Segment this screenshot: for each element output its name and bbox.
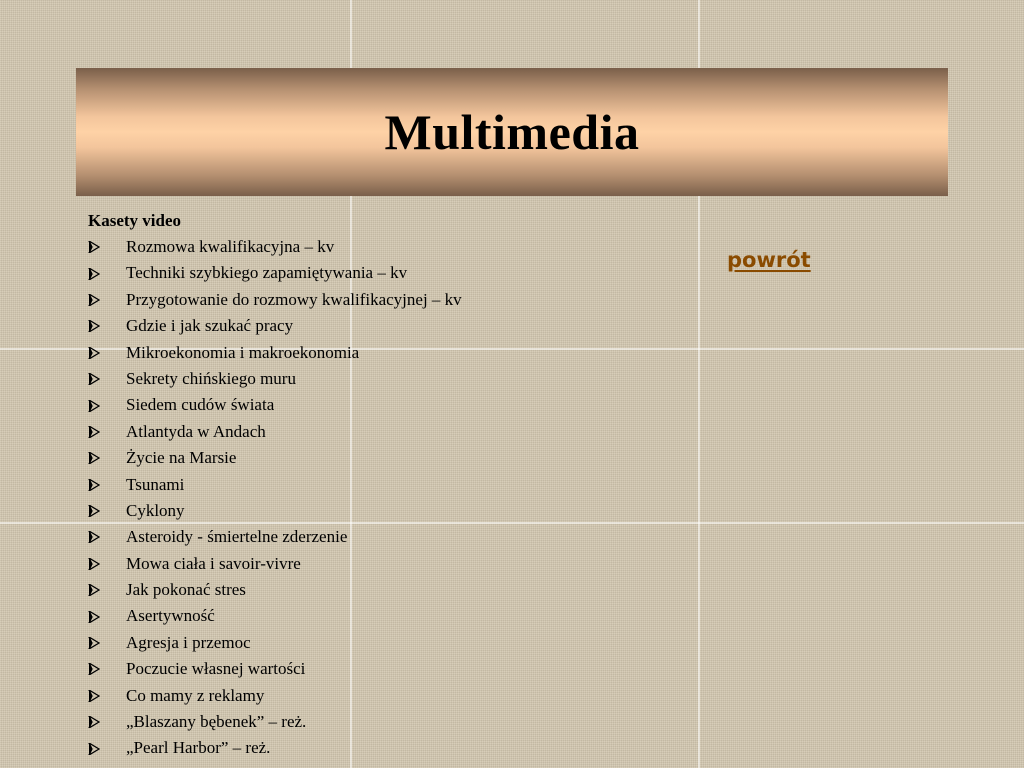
slide-title: Multimedia [384,104,640,160]
list-item [88,366,648,392]
arrow-bullet-icon [88,709,102,735]
title-banner [76,68,948,196]
video-cassette-section [88,208,648,762]
arrow-bullet-icon [88,287,102,313]
arrow-bullet-icon [88,551,102,577]
list-item [88,683,648,709]
list-item-label: Techniki szybkiego zapamiętywania – kv [126,263,408,283]
arrow-bullet-icon [88,498,102,524]
list-item [88,313,648,339]
list-item [88,577,648,603]
arrow-bullet-icon [88,419,102,445]
list-item-label: Siedem cudów świata [126,395,275,415]
list-item [88,260,648,286]
list-item [88,498,648,524]
list-item [88,709,648,735]
list-item-label: Mikroekonomia i makroekonomia [126,342,360,362]
arrow-bullet-icon [88,313,102,339]
list-item [88,392,648,418]
list-item-label: Poczucie własnej wartości [126,659,306,679]
arrow-bullet-icon [88,524,102,550]
list-item-label: Rozmowa kwalifikacyjna – kv [126,237,335,256]
video-cassette-list [88,234,648,762]
arrow-bullet-icon [88,603,102,629]
list-item [88,234,648,260]
arrow-bullet-icon [88,445,102,471]
list-item-label: Życie na Marsie [126,448,237,468]
list-item-label: Przygotowanie do rozmowy kwalifikacyjnej – kv [126,289,462,309]
list-item-label: Jak pokonać stres [126,580,246,600]
arrow-bullet-icon [88,234,102,260]
list-item [88,630,648,656]
list-item-label: Co mamy z reklamy [126,685,265,705]
list-item [88,524,648,550]
list-item-label: Tsunami [126,474,185,494]
list-item-label: Asertywność [126,606,215,626]
arrow-bullet-icon [88,735,102,761]
arrow-bullet-icon [88,683,102,709]
arrow-bullet-icon [88,260,102,286]
list-item-label: Gdzie i jak szukać pracy [126,316,294,336]
list-item [88,656,648,682]
list-item [88,340,648,366]
arrow-bullet-icon [88,630,102,656]
arrow-bullet-icon [88,340,102,366]
list-item-label: Mowa ciała i savoir-vivre [126,553,301,573]
arrow-bullet-icon [88,577,102,603]
list-item-label: Cyklony [126,500,185,520]
list-item [88,603,648,629]
list-item-label: Atlantyda w Andach [126,421,266,441]
arrow-bullet-icon [88,472,102,498]
list-item [88,287,648,313]
list-item-label: Asteroidy - śmiertelne zderzenie [126,527,348,547]
arrow-bullet-icon [88,366,102,392]
list-item [88,472,648,498]
back-link[interactable]: powrót [727,248,811,272]
list-item-label: Sekrety chińskiego muru [126,368,296,388]
arrow-bullet-icon [88,392,102,418]
list-item [88,735,648,761]
list-item-label: Agresja i przemoc [126,632,251,652]
list-item [88,445,648,471]
list-item [88,551,648,577]
arrow-bullet-icon [88,656,102,682]
section-heading: Kasety video [88,211,182,230]
list-item-label: „Pearl Harbor” – reż. [126,738,271,758]
list-item-label: „Blaszany bębenek” – reż. [126,712,307,732]
list-item [88,419,648,445]
